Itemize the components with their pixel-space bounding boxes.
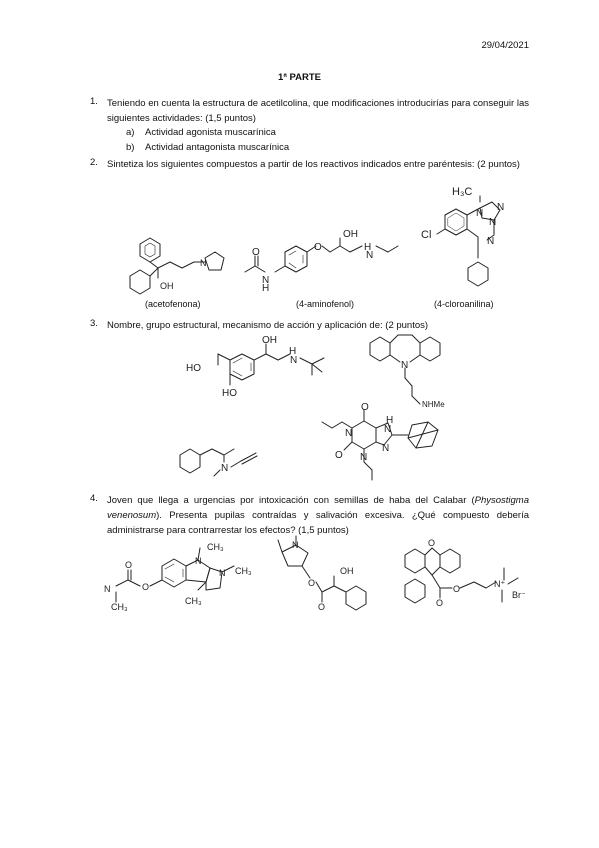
question-4-number: 4.	[90, 493, 98, 504]
structure-3-n3-label: N	[489, 217, 497, 228]
question-4-text-part-2: ). Presenta pupilas contraídas y salivación excesiva. ¿Qué compuesto debería administrarse para contrarrestar los efectos? (1,5 puntos)	[107, 510, 529, 536]
structure-4-n-label: N	[290, 355, 298, 366]
structure-7-h-label: H	[386, 415, 394, 426]
structure-2-oh-label: OH	[343, 229, 358, 240]
structure-6-n-label: N	[221, 463, 229, 474]
question-2-text: Sintetiza los siguientes compuestos a partir de los reactivos indicados entre paréntesis: (2 puntos)	[107, 159, 520, 170]
structure-9-oh-label: OH	[340, 566, 354, 576]
structure-8-o1-label: O	[142, 582, 150, 592]
section-title: 1ª PARTE	[278, 72, 321, 83]
question-4-text-part-1: Joven que llega a urgencias por intoxicación con semillas de haba del Calabar (	[107, 495, 475, 506]
question-1-text: Teniendo en cuenta la estructura de acetilcolina, que modificaciones introducirías para conseguir las siguientes actividades: (1,5 puntos)	[107, 98, 529, 124]
structure-2-nh-h-label: H	[262, 283, 270, 294]
structure-2-n-label: N	[366, 250, 374, 261]
structure-7-n4-label: N	[382, 443, 390, 454]
structure-8-ch3-bottom-label: CH₃	[185, 596, 202, 606]
question-2-caption-1: (acetofenona)	[145, 299, 201, 309]
question-4-species-name: Physostigma venenosum	[107, 495, 529, 521]
structure-8-n2-label: N	[219, 568, 226, 578]
question-1-option-b-letter: b)	[126, 142, 135, 153]
structure-4-oh-label: OH	[262, 335, 277, 346]
structure-2-h-label: H	[364, 242, 372, 253]
structure-2-o-label: O	[314, 242, 322, 253]
question-2-number: 2.	[90, 157, 98, 168]
structure-3-h3c-label: H₃C	[452, 186, 473, 198]
structure-2-nh-label: N	[262, 275, 270, 286]
structure-3-n4-label: N	[487, 236, 495, 247]
structure-5-nhme-label: NHMe	[422, 400, 445, 409]
structure-10-br-label: Br⁻	[512, 590, 526, 600]
structure-8-o2-label: O	[125, 560, 133, 570]
structure-4-ho-label: HO	[186, 363, 201, 374]
question-1-option-a-text: Actividad agonista muscarínica	[145, 127, 276, 138]
structure-propantheline	[405, 548, 518, 603]
structure-1-oh-label: OH	[160, 281, 174, 291]
structure-7-n3-label: N	[384, 424, 392, 435]
structure-2-carbonyl-o-label: O	[252, 247, 260, 258]
structure-8-n1-label: N	[195, 556, 202, 566]
structure-7-o2-label: O	[335, 450, 343, 461]
structure-3-n1-label: N	[476, 208, 484, 219]
question-3-number: 3.	[90, 318, 98, 329]
structure-1-n-label: N	[200, 258, 207, 268]
structure-8-nh-label: N	[104, 584, 111, 594]
structure-8-ch3-top-label: CH₃	[207, 542, 224, 552]
structure-7-o1-label: O	[361, 402, 369, 413]
structure-10-o-carbonyl-label: O	[436, 598, 444, 608]
structure-9-n-label: N	[292, 540, 299, 550]
structure-10-o-ring-label: O	[428, 538, 436, 548]
document-date: 29/04/2021	[481, 40, 529, 51]
structure-7-n2-label: N	[360, 452, 368, 463]
structure-8-ch3-n-label: CH₃	[111, 602, 128, 612]
structure-3-n2-label: N	[497, 202, 505, 213]
question-2-caption-2: (4-aminofenol)	[296, 299, 355, 309]
structure-10-nplus-label: N⁺	[494, 579, 506, 589]
structure-5-n-label: N	[401, 360, 409, 371]
structure-7-n1-label: N	[345, 428, 353, 439]
question-1-number: 1.	[90, 96, 98, 107]
structure-10-o-ester-label: O	[453, 584, 461, 594]
structure-9-o1-label: O	[308, 578, 316, 588]
question-2-caption-3: (4-cloroanilina)	[434, 299, 494, 309]
structure-4-ho2-label: HO	[222, 388, 237, 399]
structure-8-ch3-right-label: CH₃	[235, 566, 252, 576]
structure-4-h-label: H	[289, 346, 297, 357]
question-1-option-a-letter: a)	[126, 127, 135, 138]
question-3-text: Nombre, grupo estructural, mecanismo de acción y aplicación de: (2 puntos)	[107, 320, 429, 331]
question-1-option-b-text: Actividad antagonista muscarínica	[145, 142, 290, 153]
structure-9-o2-label: O	[318, 602, 326, 612]
structure-physostigmine	[116, 548, 234, 602]
structure-3-cl-label: Cl	[421, 229, 432, 241]
